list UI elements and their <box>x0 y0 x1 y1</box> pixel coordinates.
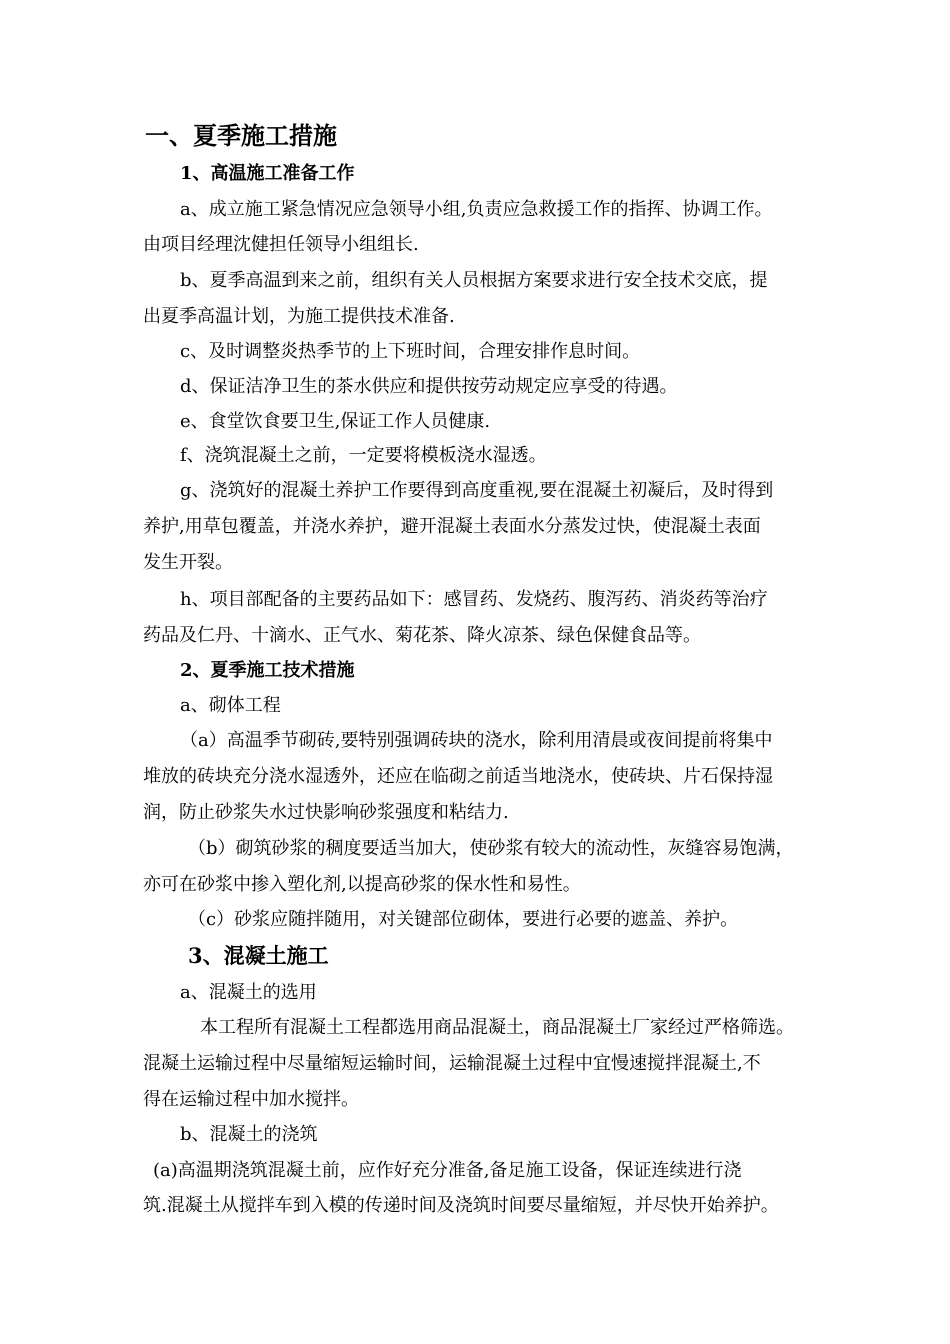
paragraph-line: （a）高温季节砌砖,要特别强调砖块的浇水，除利用清晨或夜间提前将集中 <box>180 730 773 751</box>
paragraph-line: 混凝土运输过程中尽量缩短运输时间，运输混凝土过程中宜慢速搅拌混凝土,不 <box>143 1053 761 1074</box>
paragraph-line: （c）砂浆应随拌随用，对关键部位砌体，要进行必要的遮盖、养护。 <box>188 909 739 930</box>
paragraph-line: 发生开裂。 <box>143 552 233 573</box>
paragraph-line: f、浇筑混凝土之前，一定要将模板浇水湿透。 <box>180 445 547 466</box>
paragraph-line: a、砌体工程 <box>180 695 281 716</box>
paragraph-line: (a)高温期浇筑混凝土前，应作好充分准备,备足施工设备，保证连续进行浇 <box>153 1160 742 1181</box>
paragraph-line: e、食堂饮食要卫生,保证工作人员健康. <box>180 411 491 432</box>
paragraph-line: 本工程所有混凝土工程都选用商品混凝土，商品混凝土厂家经过严格筛选。 <box>200 1017 794 1038</box>
paragraph-line: 养护,用草包覆盖，并浇水养护，避开混凝土表面水分蒸发过快，使混凝土表面 <box>143 516 761 537</box>
paragraph-line: h、项目部配备的主要药品如下：感冒药、发烧药、腹泻药、消炎药等治疗 <box>180 589 768 610</box>
paragraph-line: 亦可在砂浆中掺入塑化剂,以提高砂浆的保水性和易性。 <box>143 874 581 895</box>
paragraph-line: 堆放的砖块充分浇水湿透外，还应在临砌之前适当地浇水，使砖块、片石保持湿 <box>143 766 773 787</box>
paragraph-line: a、混凝土的选用 <box>180 982 317 1003</box>
paragraph-line: 润，防止砂浆失水过快影响砂浆强度和粘结力. <box>143 802 509 823</box>
paragraph-line: b、混凝土的浇筑 <box>180 1124 318 1145</box>
paragraph-line: c、及时调整炎热季节的上下班时间，合理安排作息时间。 <box>180 341 641 362</box>
subsection-heading-1: 1、高温施工准备工作 <box>180 163 355 184</box>
paragraph-line: 得在运输过程中加水搅拌。 <box>143 1089 359 1110</box>
paragraph-line: （b）砌筑砂浆的稠度要适当加大，使砂浆有较大的流动性，灰缝容易饱满， <box>188 838 794 859</box>
paragraph-line: 出夏季高温计划，为施工提供技术准备. <box>143 306 455 327</box>
paragraph-line: a、成立施工紧急情况应急领导小组,负责应急救援工作的指挥、协调工作。 <box>180 199 773 220</box>
paragraph-line: g、浇筑好的混凝土养护工作要得到高度重视,要在混凝土初凝后，及时得到 <box>180 480 774 501</box>
section-title: 一、夏季施工措施 <box>145 121 337 150</box>
subsection-heading-2: 2、夏季施工技术措施 <box>180 660 355 681</box>
paragraph-line: 药品及仁丹、十滴水、正气水、菊花茶、降火凉茶、绿色保健食品等。 <box>143 625 701 646</box>
paragraph-line: 筑.混凝土从搅拌车到入模的传递时间及浇筑时间要尽量缩短，并尽快开始养护。 <box>143 1195 779 1216</box>
subsection-heading-3: 3、混凝土施工 <box>188 943 329 968</box>
paragraph-line: 由项目经理沈健担任领导小组组长. <box>143 234 419 255</box>
paragraph-line: b、夏季高温到来之前，组织有关人员根据方案要求进行安全技术交底，提 <box>180 270 768 291</box>
paragraph-line: d、保证洁净卫生的茶水供应和提供按劳动规定应享受的待遇。 <box>180 376 678 397</box>
